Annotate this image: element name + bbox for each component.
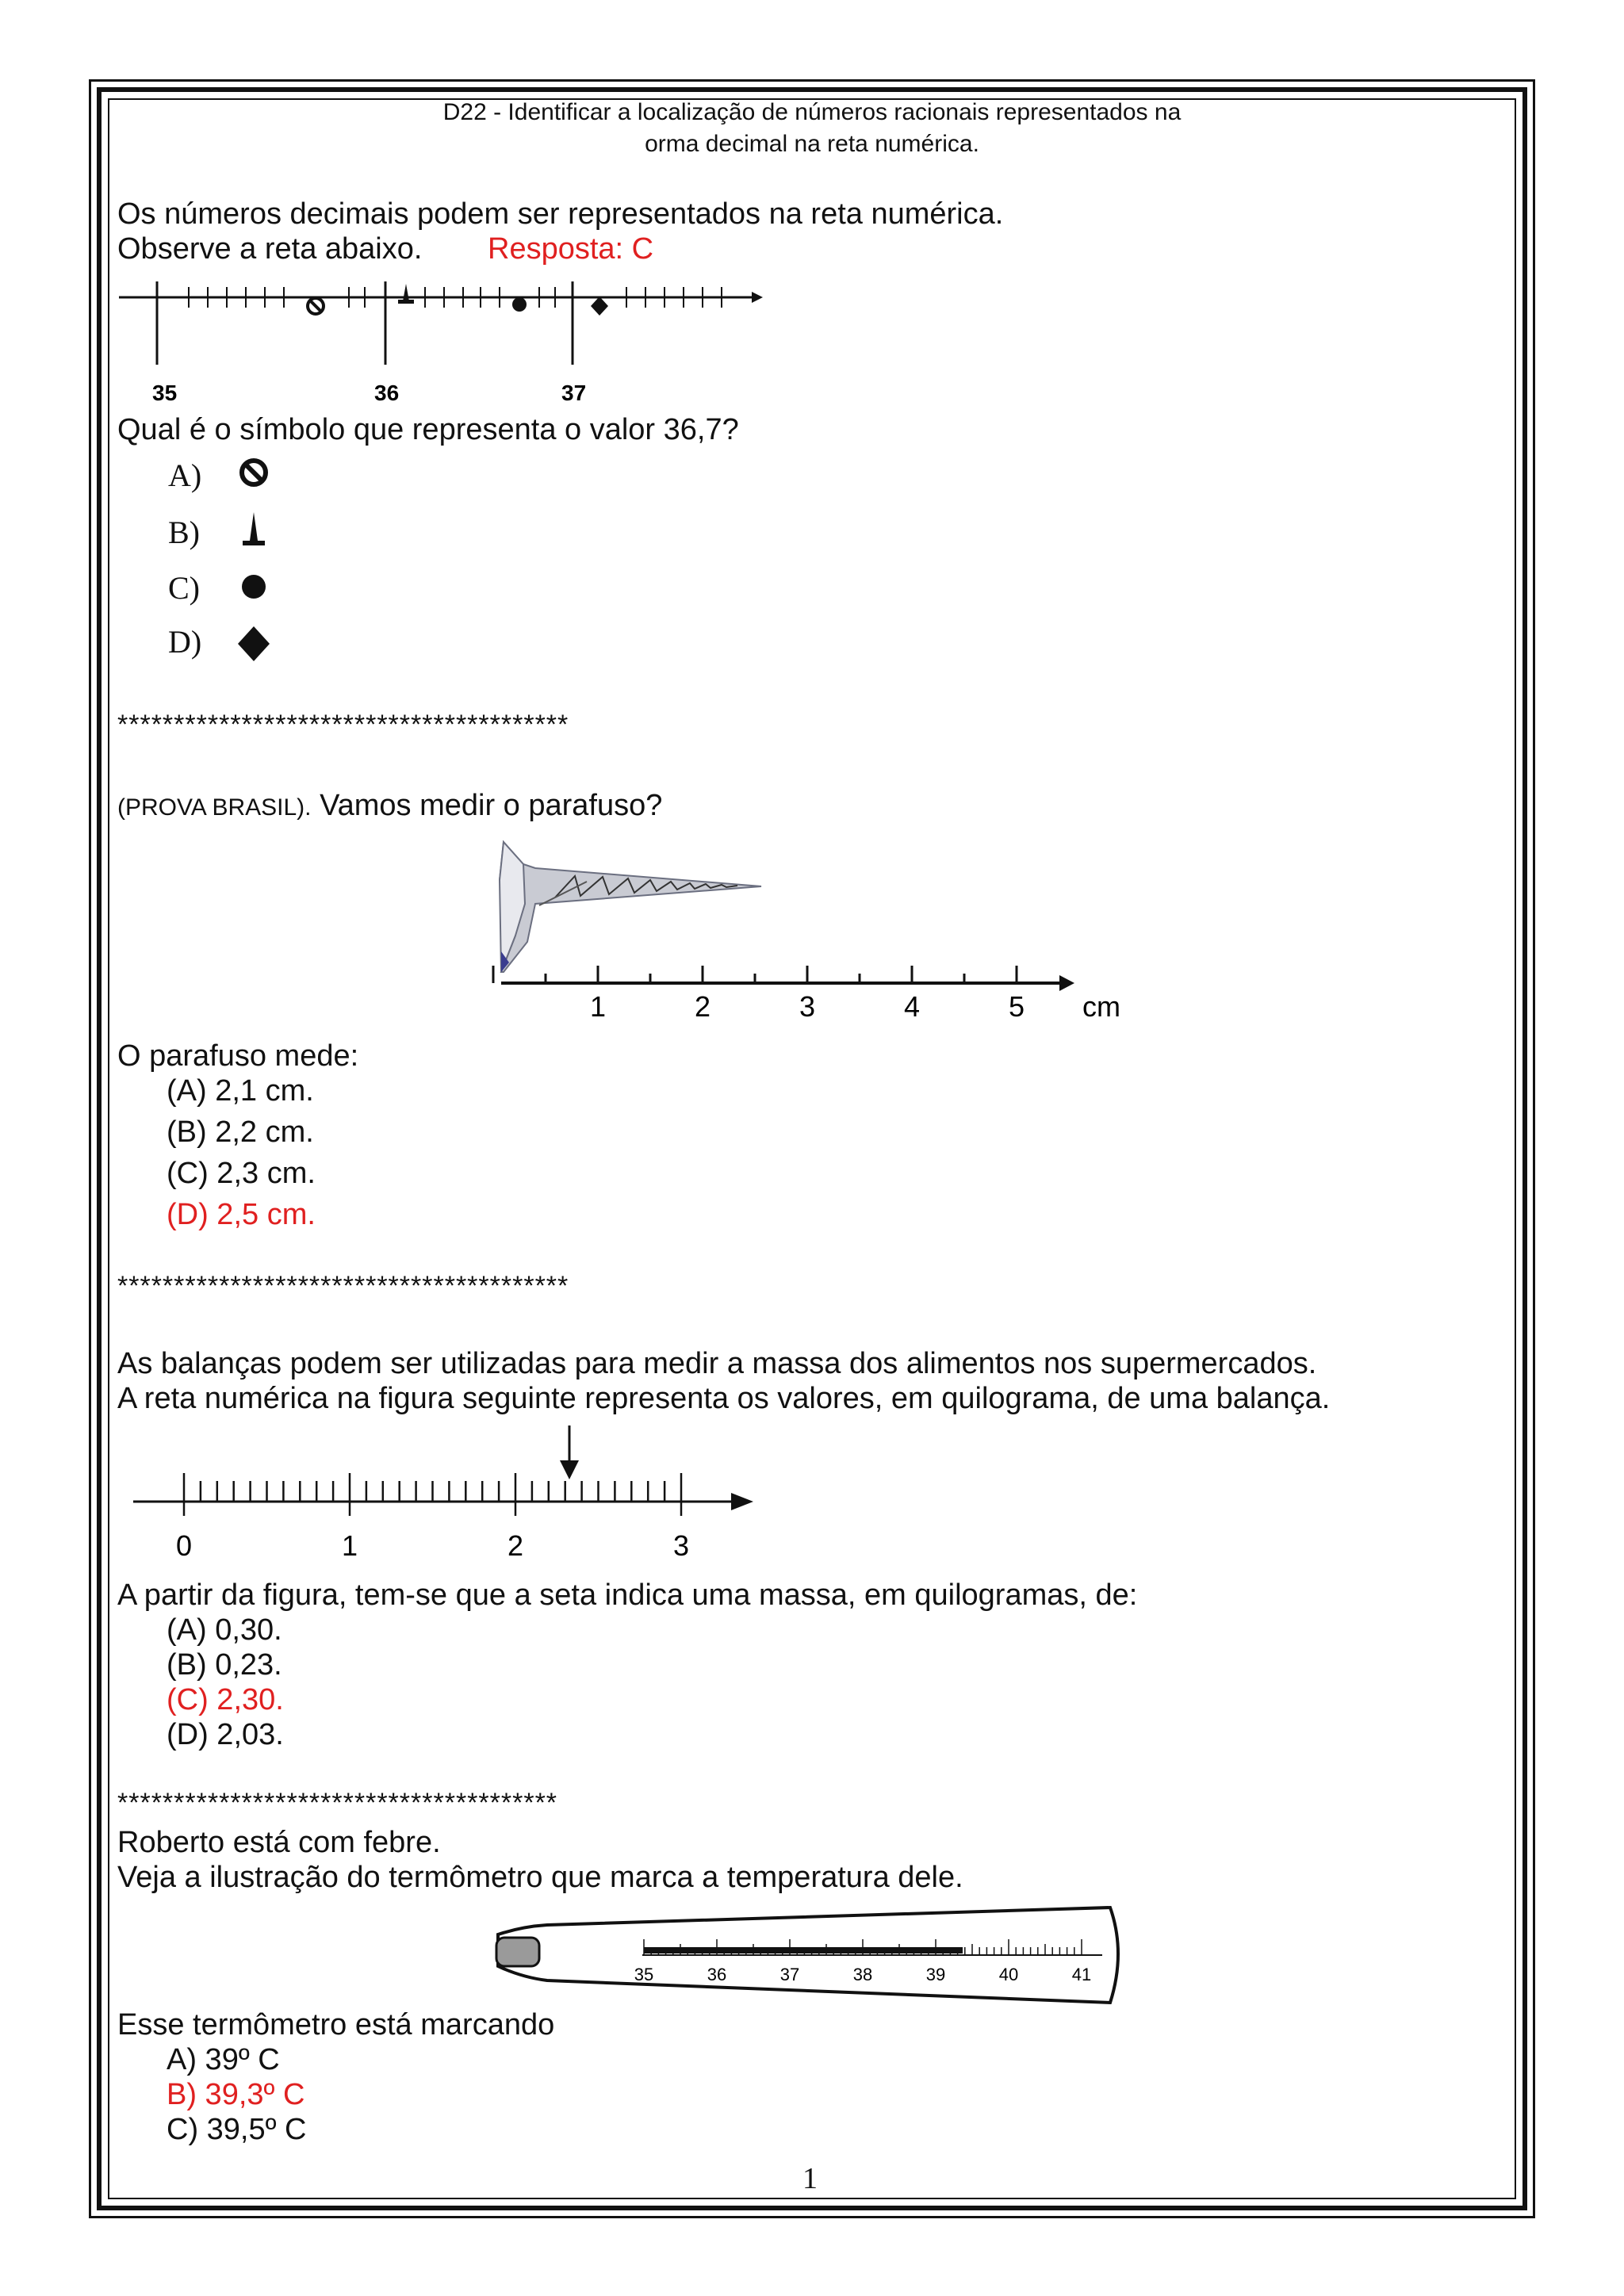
q1-question: Qual é o símbolo que representa o valor 36,7? — [117, 413, 739, 446]
q2-option-a: (A) 2,1 cm. — [167, 1074, 314, 1108]
scale-label-1: 1 — [341, 1529, 358, 1562]
option-d-diamond-icon — [230, 622, 278, 669]
header-line-1: D22 - Identificar a localização de números racionais representados na — [442, 99, 1182, 125]
q2-question: O parafuso mede: — [117, 1039, 359, 1073]
scale-pointer-head — [560, 1460, 579, 1479]
screw-illustration — [500, 842, 761, 972]
ruler-label-2: 2 — [694, 990, 711, 1023]
scale-label-3: 3 — [672, 1529, 690, 1562]
q1-intro: Os números decimais podem ser representados na reta numérica. — [117, 197, 1004, 231]
q1-label-37: 37 — [561, 381, 587, 405]
q1-answer: Resposta: C — [488, 232, 654, 266]
q3-option-d: (D) 2,03. — [167, 1718, 284, 1751]
thermo-label-36: 36 — [707, 1965, 727, 1984]
q3-option-a: (A) 0,30. — [167, 1613, 282, 1647]
ruler-label-5: 5 — [1008, 990, 1025, 1023]
header-line-2: orma decimal na reta numérica. — [645, 131, 979, 157]
scale-axis-arrow — [731, 1493, 753, 1510]
screw-ruler-figure — [492, 832, 1142, 1031]
q4-line-1: Roberto está com febre. — [117, 1826, 441, 1859]
option-a-circle-slash-icon — [230, 455, 278, 495]
q4-line-2: Veja a ilustração do termômetro que marca a temperatura dele. — [117, 1861, 963, 1894]
ruler-arrow — [1059, 975, 1074, 991]
symbol-circle-slash — [308, 298, 324, 314]
q1-observe: Observe a reta abaixo. — [117, 232, 423, 266]
q2-source: (PROVA BRASIL). — [117, 794, 312, 821]
thermo-label-39: 39 — [925, 1965, 946, 1984]
q1-label-36: 36 — [374, 381, 400, 405]
scale-label-0: 0 — [175, 1529, 193, 1562]
symbol-spike — [398, 284, 414, 304]
q1-axis-arrow — [752, 292, 763, 303]
thermo-label-37: 37 — [779, 1965, 800, 1984]
q4-option-c: C) 39,5º C — [167, 2113, 307, 2146]
q1-number-line — [111, 270, 777, 412]
q3-question: A partir da figura, tem-se que a seta indica uma massa, em quilogramas, de: — [117, 1578, 1138, 1612]
symbol-diamond — [591, 297, 608, 316]
q1-label-35: 35 — [152, 381, 178, 405]
thermometer-bulb — [496, 1938, 539, 1966]
q1-option-a-label: A) — [168, 457, 202, 493]
option-b-spike-icon — [230, 511, 278, 550]
thermometer-figure — [484, 1901, 1134, 2008]
symbol-dot — [512, 297, 527, 312]
page-number: 1 — [802, 2162, 818, 2195]
separator-1: **************************************** — [117, 710, 569, 740]
thermo-label-40: 40 — [998, 1965, 1019, 1984]
scale-ticks — [184, 1473, 681, 1516]
thermo-label-35: 35 — [634, 1965, 654, 1984]
q4-question: Esse termômetro está marcando — [117, 2008, 555, 2042]
q3-line-2: A reta numérica na figura seguinte representa os valores, em quilograma, de uma balança. — [117, 1382, 1331, 1415]
thermo-label-38: 38 — [852, 1965, 873, 1984]
ruler-label-1: 1 — [589, 990, 607, 1023]
q3-line-1: As balanças podem ser utilizadas para medir a massa dos alimentos nos supermercados. — [117, 1347, 1317, 1380]
q4-option-a: A) 39º C — [167, 2043, 280, 2076]
q2-option-c: (C) 2,3 cm. — [167, 1157, 316, 1190]
q1-option-c-label: C) — [168, 570, 200, 606]
ruler-label-3: 3 — [799, 990, 816, 1023]
scale-number-line — [127, 1419, 761, 1570]
separator-3: *************************************** — [117, 1788, 558, 1818]
q2-option-d: (D) 2,5 cm. — [167, 1198, 316, 1231]
q4-option-b: B) 39,3º C — [167, 2078, 305, 2111]
scale-label-2: 2 — [507, 1529, 524, 1562]
ruler-unit: cm — [1082, 990, 1120, 1023]
q2-title: Vamos medir o parafuso? — [320, 789, 663, 822]
ruler-ticks — [493, 966, 1017, 983]
q1-option-b-label: B) — [168, 515, 200, 550]
ruler-label-4: 4 — [903, 990, 921, 1023]
q1-option-d-label: D) — [168, 624, 202, 660]
q3-option-b: (B) 0,23. — [167, 1648, 282, 1682]
q3-option-c: (C) 2,30. — [167, 1683, 284, 1716]
option-c-dot-icon — [230, 568, 278, 607]
q2-option-b: (B) 2,2 cm. — [167, 1115, 314, 1149]
thermo-label-41: 41 — [1071, 1965, 1092, 1984]
separator-2: **************************************** — [117, 1271, 569, 1301]
